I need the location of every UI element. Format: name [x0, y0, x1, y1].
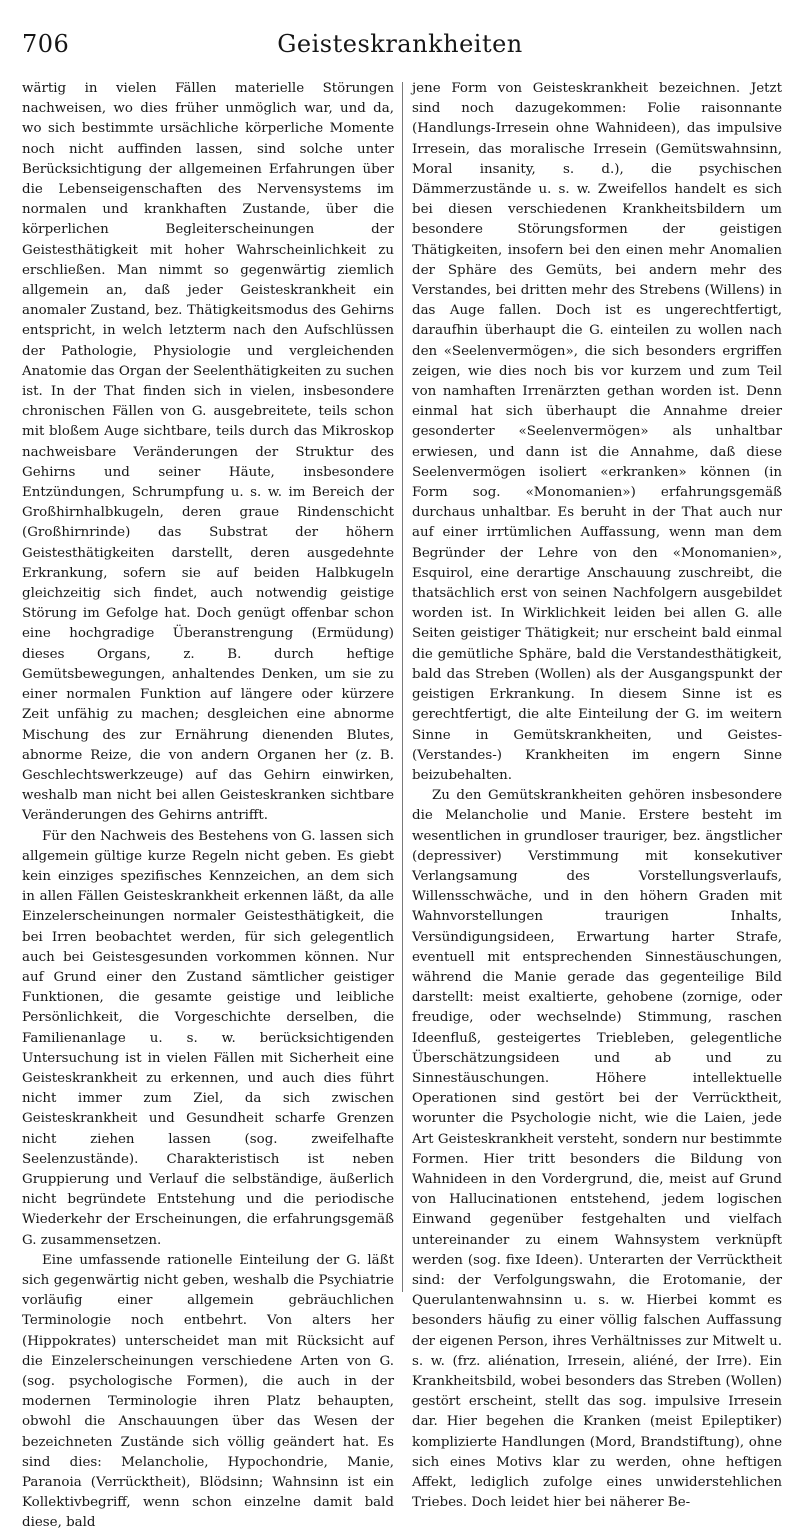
running-head [22, 30, 778, 70]
paragraph: Für den Nachweis des Bestehens von G. lassen sich allgemein gültige kurze Regeln nicht geben. Es giebt kein einziges spezifisches Kennzeichen, an dem sich in allen Fällen Geisteskrankheit erkennen läßt, da alle Einzelerscheinungen normaler Geistesthätigkeit, die bei Irren beobachtet werden, für sich gelegentlich auch bei Geistesgesunden vorkommen können. Nur auf Grund einer den Zustand sämtlicher geistiger Funktionen, die gesamte geistige und leibliche Persönlichkeit, die Vorgeschichte derselben, die Familienanlage u. s. w. berücksichtigenden Untersuchung ist in vielen Fällen mit Sicherheit eine Geisteskrankheit zu erkennen, und auch dies führt nicht immer zum Ziel, da sich zwischen Geisteskrankheit und Gesundheit scharfe Grenzen nicht ziehen lassen (sog. zweifelhafte Seelenzustände). Charakteristisch ist neben Gruppierung und Verlauf die selbständige, äußerlich nicht begründete Entstehung und die periodische Wiederkehr der Erscheinungen, die erfahrungsgemäß G. zusammensetzen. [22, 828, 394, 1248]
left-column [22, 79, 394, 1534]
right-column [412, 79, 782, 1513]
page-number: 706 [22, 30, 70, 58]
paragraph: jene Form von Geisteskrankheit bezeichnen. Jetzt sind noch dazugekommen: Folie raisonnante (Handlungs-Irresein ohne Wahnideen), das impulsive Irresein, das moralische Irresein (Gemütswahnsinn, Moral insanity, s. d.), die psychischen Dämmerzustände u. s. w. Zweifellos handelt es sich bei diesen verschiedenen Krankheitsbildern um besondere Störungsformen der geistigen Thätigkeiten, insofern bei den einen mehr Anomalien der Sphäre des Gemüts, bei andern mehr des Verstandes, bei dritten mehr des Strebens (Willens) in das Auge fallen. Doch ist es ungerechtfertigt, daraufhin überhaupt die G. einteilen zu wollen nach den «Seelenvermögen», die sich besonders ergriffen zeigen, wie dies noch bis vor kurzem und zum Teil von namhaften Irrenärzten gethan worden ist. Denn einmal hat sich überhaupt die Annahme dreier gesonderter «Seelenvermögen» als unhaltbar erwiesen, und dann ist die Annahme, daß diese Seelenvermögen isoliert «erkranken» können (in Form sog. «Monomanien») erfahrungsgemäß durchaus unhaltbar. Es beruht in der That auch nur auf einer irrtümlichen Auffassung, wenn man dem Begründer der Lehre von den «Monomanien», Esquirol, eine derartige Anschauung zuschreibt, die thatsächlich erst von seinen Nachfolgern ausgebildet worden ist. In Wirklichkeit leiden bei allen G. alle Seiten geistiger Thätigkeit; nur erscheint bald einmal die gemütliche Sphäre, bald die Verstandesthätigkeit, bald das Streben (Wollen) als der Ausgangspunkt der geistigen Erkrankung. In diesem Sinne ist es gerechtfertigt, die alte Einteilung der G. im weitern Sinne in Gemütskrankheiten, und Geistes- (Verstandes-) Krankheiten im engern Sinne beizubehalten. [412, 81, 782, 783]
paragraph: Eine umfassende rationelle Einteilung der G. läßt sich gegenwärtig nicht geben, weshalb die Psychiatrie vorläufig einer allgemein gebräuchlichen Terminologie noch entbehrt. Von alters her (Hippokrates) unterscheidet man mit Rücksicht auf die Einzelerscheinungen verschiedene Arten von G. (sog. psychologische Formen), die auch in der modernen Terminologie ihren Platz behaupten, obwohl die Anschauungen über das Wesen der bezeichneten Zustände sich völlig geändert hat. Es sind dies: Melancholie, Hypochondrie, Manie, Paranoia (Verrücktheit), Blödsinn; Wahnsinn ist ein Kollektivbegriff, wenn schon einzelne damit bald diese, bald [22, 1252, 394, 1531]
paragraph: Zu den Gemütskrankheiten gehören insbesondere die Melancholie und Manie. Erstere besteht im wesentlichen in grundloser trauriger, bez. ängstlicher (depressiver) Verstimmung mit konsekutiver Verlangsamung des Vorstellungsverlaufs, Willensschwäche, und in den höhern Graden mit Wahnvorstellungen traurigen Inhalts, Versündigungsideen, Erwartung harter Strafe, eventuell mit entsprechenden Sinnestäuschungen, während die Manie gerade das gegenteilige Bild darstellt: meist exaltierte, gehobene (zornige, oder freudige, oder wechselnde) Stimmung, raschen Ideenfluß, gesteigertes Triebleben, gelegentliche Überschätzungsideen und ab und zu Sinnestäuschungen. Höhere intellektuelle Operationen sind gestört bei der Verrücktheit, worunter die Psychologie nicht, wie die Laien, jede Art Geisteskrankheit versteht, sondern nur bestimmte Formen. Hier tritt besonders die Bildung von Wahnideen in den Vordergrund, die, meist auf Grund von Hallucinationen entstehend, jedem logischen Einwand gegenüber festgehalten und vielfach untereinander zu einem Wahnsystem verknüpft werden (sog. fixe Ideen). Unterarten der Verrücktheit sind: der Verfolgungswahn, die Erotomanie, der Querulantenwahnsinn u. s. w. Hierbei kommt es besonders häufig zu einer völlig falschen Auffassung der eigenen Person, ihres Verhältnisses zur Mitwelt u. s. w. (frz. aliénation, Irresein, aliéné, der Irre). Ein Krankheitsbild, wobei besonders das Streben (Wollen) gestört erscheint, stellt das sog. impulsive Irresein dar. Hier begehen die Kranken (meist Epileptiker) komplizierte Handlungen (Mord, Brandstiftung), ohne sich eines Motivs klar zu werden, ohne heftigen Affekt, lediglich zufolge eines unwiderstehlichen Triebes. Doch leidet hier bei näherer Be- [412, 788, 782, 1511]
column-divider [402, 82, 403, 1292]
paragraph: wärtig in vielen Fällen materielle Störungen nachweisen, wo dies früher unmöglich war, und da, wo sich bestimmte ursächliche körperliche Momente noch nicht auffinden lassen, sind solche unter Berücksichtigung der allgemeinen Erfahrungen über die Lebenseigenschaften des Nervensystems im normalen und krankhaften Zustande, über die körperlichen Begleiterscheinungen der Geistesthätigkeit mit hoher Wahrscheinlichkeit zu erschließen. Man nimmt so gegenwärtig ziemlich allgemein an, daß jeder Geisteskrankheit ein anomaler Zustand, bez. Thätigkeitsmodus des Gehirns entspricht, in welch letzterm nach den Aufschlüssen der Pathologie, Physiologie und vergleichenden Anatomie das Organ der Seelenthätigkeiten zu suchen ist. In der That finden sich in vielen, insbesondere chronischen Fällen von G. ausgebreitete, teils schon mit bloßem Auge sichtbare, teils durch das Mikroskop nachweisbare Veränderungen der Struktur des Gehirns und seiner Häute, insbesondere Entzündungen, Schrumpfung u. s. w. im Bereich der Großhirnhalbkugeln, deren graue Rindenschicht (Großhirnrinde) das Substrat der höhern Geistesthätigkeiten darstellt, deren ausgedehnte Erkrankung, sofern sie auf beiden Halbkugeln gleichzeitig sich findet, auch notwendig geistige Störung im Gefolge hat. Doch genügt offenbar schon eine hochgradige Überanstrengung (Ermüdung) dieses Organs, z. B. durch heftige Gemütsbewegungen, anhaltendes Denken, um sie zu einer normalen Funktion auf längere oder kürzere Zeit unfähig zu machen; desgleichen eine abnorme Mischung des zur Ernährung dienenden Blutes, abnorme Reize, die von andern Organen her (z. B. Geschlechtswerkzeuge) auf das Gehirn einwirken, weshalb man nicht bei allen Geisteskranken sichtbare Veränderungen des Gehirns antrifft. [22, 81, 394, 824]
page-title: Geisteskrankheiten [277, 30, 523, 58]
